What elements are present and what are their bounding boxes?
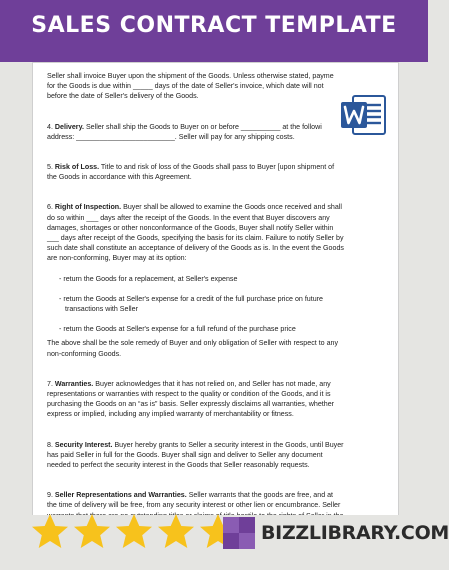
brand-block[interactable] — [222, 516, 449, 550]
doc-line: representations or warranties with respect to the quality or condition of the Goods, and it is — [47, 390, 331, 399]
star-icon — [156, 512, 196, 552]
doc-line: for the Goods is due within _____ days of the date of Seller's invoice, which date will not — [47, 82, 324, 91]
section-security-interest: 8. Security Interest. Buyer hereby grants to Seller a security interest in the Goods, until Buyer — [47, 440, 344, 449]
section-right-of-inspection: 6. Right of Inspection. Buyer shall be allowed to examine the Goods once received and shall — [47, 203, 342, 212]
section-seller-representations: 9. Seller Representations and Warranties. Seller warrants that the goods are free, and at — [47, 491, 334, 500]
doc-line: express or implied, including any implied warranty of merchantability or fitness. — [47, 410, 294, 419]
option-item-cont: transactions with Seller — [65, 305, 138, 314]
doc-line: do so within ___ days after the receipt of the Goods. In the event that Buyer discovers any — [47, 213, 330, 222]
title-banner — [0, 0, 428, 62]
doc-line: before the date of Seller's delivery of the Goods. — [47, 92, 199, 101]
doc-line: the time of delivery will be free, from any security interest or other lien or encumbrance. Seller — [47, 501, 341, 510]
doc-line: needed to perfect the security interest in the Goods that Seller reasonably requests. — [47, 461, 310, 470]
section-warranties: 7. Warranties. Buyer acknowledges that it has not relied on, and Seller has not made, any — [47, 379, 331, 388]
star-icon — [114, 512, 154, 552]
section-delivery: 4. Delivery. Seller shall ship the Goods to Buyer on or before __________ at the followi — [47, 122, 322, 131]
section-risk-of-loss: 5. Risk of Loss. Title to and risk of loss of the Goods shall pass to Buyer [upon shipment of — [47, 163, 335, 172]
document-body — [47, 71, 402, 531]
brand-name: BIZZLIBRARY.COM — [261, 522, 449, 544]
option-item: - return the Goods at Seller's expense for a full refund of the purchase price — [59, 325, 296, 334]
doc-line: The above shall be the sole remedy of Buyer and only obligation of Seller with respect to any — [47, 339, 339, 348]
doc-line: has paid Seller in full for the Goods. Buyer shall sign and deliver to Seller any document — [47, 450, 323, 459]
rating-stars — [30, 512, 238, 552]
doc-line: non-conforming Goods. — [47, 349, 122, 358]
doc-line: the Goods in accordance with this Agreement. — [47, 173, 192, 182]
doc-line: are non-conforming, Buyer may at its option: — [47, 254, 187, 263]
star-icon — [30, 512, 70, 552]
bizzlibrary-logo — [222, 516, 256, 550]
option-item: - return the Goods at Seller's expense for a credit of the full purchase price on future — [59, 294, 323, 303]
doc-line: purchasing the Goods on an “as is” basis. Seller expressly disclaims all warranties, whether — [47, 400, 335, 409]
page-title: SALES CONTRACT TEMPLATE — [31, 13, 397, 38]
word-doc-icon — [339, 94, 387, 136]
doc-line: such date shall constitute an acceptance of delivery of the Goods as is. In the event the Goods — [47, 244, 344, 253]
option-item: - return the Goods for a replacement, at Seller's expense — [59, 274, 238, 283]
doc-line: Seller shall invoice Buyer upon the shipment of the Goods. Unless otherwise stated, payme — [47, 72, 334, 80]
doc-line: ___ days after receipt of the Goods, specifying the basis for its claim. Failure to notify Seller by — [47, 234, 344, 243]
doc-line: address: _________________________. Seller will pay for any shipping costs. — [47, 132, 295, 141]
doc-line: damages, shortages or other nonconformance of the Goods, Buyer shall notify Seller within — [47, 223, 334, 232]
star-icon — [72, 512, 112, 552]
